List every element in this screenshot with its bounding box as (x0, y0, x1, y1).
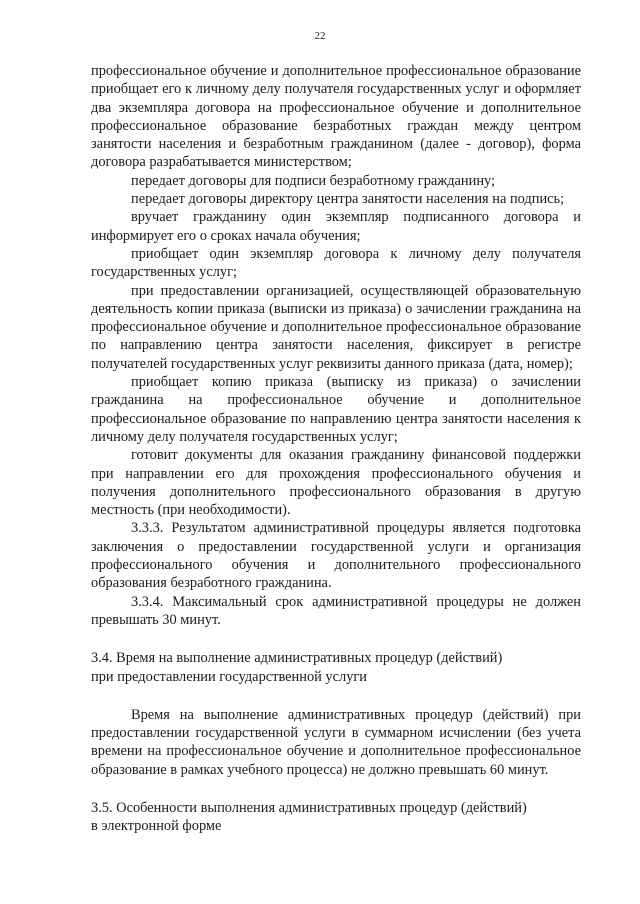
heading-line: в электронной форме (91, 818, 222, 835)
paragraph-item: приобщает копию приказа (выписку из приказа) о зачислении гражданина на профессиональное обучение и дополнительное профессиональное образование по направлению центра занятости населения к личному делу получателя государственных услуг; (91, 374, 581, 445)
heading-line: 3.5. Особенности выполнения административных процедур (действий) (91, 799, 527, 816)
document-body (91, 62, 581, 836)
section-heading-3-5 (91, 799, 581, 836)
heading-line: 3.4. Время на выполнение административных процедур (действий) (91, 650, 503, 667)
paragraph-total-time: Время на выполнение административных процедур (действий) при предоставлении государственной услуги в суммарном исчислении (без учета времени на профессиональное обучение и дополнительное профессиональное образование в рамках учебного процесса) не должно превышать 60 минут. (91, 706, 581, 778)
section-heading-3-4 (91, 649, 581, 686)
paragraph-item: при предоставлении организацией, осуществляющей образовательную деятельность копии приказа (выписки из приказа) о зачислении гражданина на профессиональное обучение и дополнительное профессиональное образование по направлению центра занятости населения, фиксирует в регистре получателей государственных услуг реквизиты данного приказа (дата, номер); (91, 282, 581, 372)
paragraph-item: приобщает один экземпляр договора к личному делу получателя государственных услуг; (91, 245, 581, 281)
paragraph-item: передает договоры директору центра занятости населения на подпись; (131, 191, 565, 208)
paragraph-continuation: профессиональное обучение и дополнительное профессиональное образование приобщает его к личному делу получателя государственных услуг и оформляет два экземпляра договора на профессиональное обучение и дополнительное профессиональное образование безработных граждан между центром занятости населения и безработным гражданином (далее - договор), форма договора разрабатывается министерством; (91, 63, 581, 171)
paragraph-item: передает договоры для подписи безработному гражданину; (131, 172, 496, 189)
paragraph-result: 3.3.3. Результатом административной процедуры является подготовка заключения о предоставлении государственной услуги и организация профессионального обучения и дополнительного профессионального образования безработного гражданина. (91, 520, 581, 592)
paragraph-max-time: 3.3.4. Максимальный срок административной процедуры не должен превышать 30 минут. (91, 593, 581, 628)
heading-line: при предоставлении государственной услуги (91, 668, 368, 685)
page-number: 22 (314, 30, 326, 42)
paragraph-item: готовит документы для оказания гражданину финансовой поддержки при направлении его для прохождения профессионального обучения и получения дополнительного профессионального образования в другую местность (при необходимости). (91, 447, 581, 519)
paragraph-item: вручает гражданину один экземпляр подписанного договора и информирует его о сроках начала обучения; (91, 209, 581, 244)
